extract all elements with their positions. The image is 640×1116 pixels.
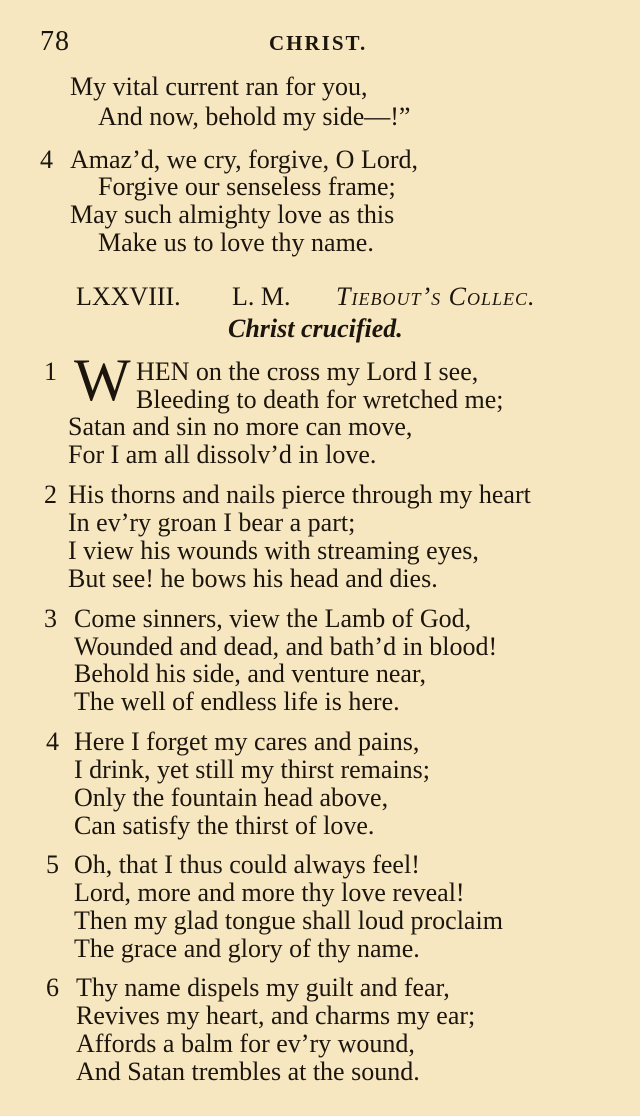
verse-line: Behold his side, and venture near, bbox=[74, 659, 427, 688]
verse-line: I drink, yet still my thirst remains; bbox=[74, 755, 431, 784]
verse-line: Here I forget my cares and pains, bbox=[74, 727, 420, 756]
verse-line: Satan and sin no more can move, bbox=[68, 412, 413, 441]
verse-line: Lord, more and more thy love reveal! bbox=[74, 878, 465, 907]
verse-line: Affords a balm for ev’ry wound, bbox=[76, 1029, 415, 1058]
verse-line: My vital current ran for you, bbox=[70, 72, 368, 101]
verse-line: Thy name dispels my guilt and fear, bbox=[76, 973, 450, 1002]
verse-line: But see! he bows his head and dies. bbox=[68, 564, 438, 593]
verse-line: In ev’ry groan I bear a part; bbox=[68, 508, 356, 537]
stanza-number: 5 bbox=[46, 850, 59, 879]
verse-line: Amaz’d, we cry, forgive, O Lord, bbox=[70, 145, 418, 174]
stanza-number: 3 bbox=[44, 604, 57, 633]
drop-cap: W bbox=[74, 347, 131, 413]
stanza-number: 6 bbox=[46, 973, 59, 1002]
stanza-number: 4 bbox=[46, 727, 59, 756]
running-head: CHRIST. bbox=[269, 31, 368, 55]
verse-line: Can satisfy the thirst of love. bbox=[74, 811, 375, 840]
verse-line: HEN on the cross my Lord I see, bbox=[136, 357, 479, 386]
verse-line: The well of endless life is here. bbox=[74, 687, 400, 716]
stanza-number: 4 bbox=[40, 145, 53, 174]
verse-line: Wounded and dead, and bath’d in blood! bbox=[74, 632, 498, 661]
verse-line: Forgive our senseless frame; bbox=[98, 172, 396, 201]
verse-line: I view his wounds with streaming eyes, bbox=[68, 536, 479, 565]
hymn-number: LXXVIII. bbox=[76, 282, 181, 311]
hymn-tune: Tiebout’s Collec. bbox=[336, 282, 536, 311]
page-number: 78 bbox=[40, 26, 70, 57]
stanza-number: 1 bbox=[44, 357, 57, 386]
verse-line: Oh, that I thus could always feel! bbox=[74, 850, 420, 879]
verse-line: His thorns and nails pierce through my heart bbox=[68, 480, 531, 509]
verse-line: Come sinners, view the Lamb of God, bbox=[74, 604, 472, 633]
verse-line: For I am all dissolv’d in love. bbox=[68, 440, 377, 469]
verse-line: Make us to love thy name. bbox=[98, 228, 374, 257]
verse-line: May such almighty love as this bbox=[70, 200, 395, 229]
stanza-number: 2 bbox=[44, 480, 57, 509]
verse-line: Then my glad tongue shall loud proclaim bbox=[74, 906, 503, 935]
verse-line: And Satan trembles at the sound. bbox=[76, 1057, 420, 1086]
verse-line: Revives my heart, and charms my ear; bbox=[76, 1001, 476, 1030]
verse-line: The grace and glory of thy name. bbox=[74, 934, 420, 963]
hymn-meter: L. M. bbox=[232, 282, 291, 311]
hymn-subject: Christ crucified. bbox=[228, 314, 403, 343]
verse-line: Only the fountain head above, bbox=[74, 783, 389, 812]
verse-line: And now, behold my side—!” bbox=[98, 102, 411, 131]
verse-line: Bleeding to death for wretched me; bbox=[136, 385, 504, 414]
